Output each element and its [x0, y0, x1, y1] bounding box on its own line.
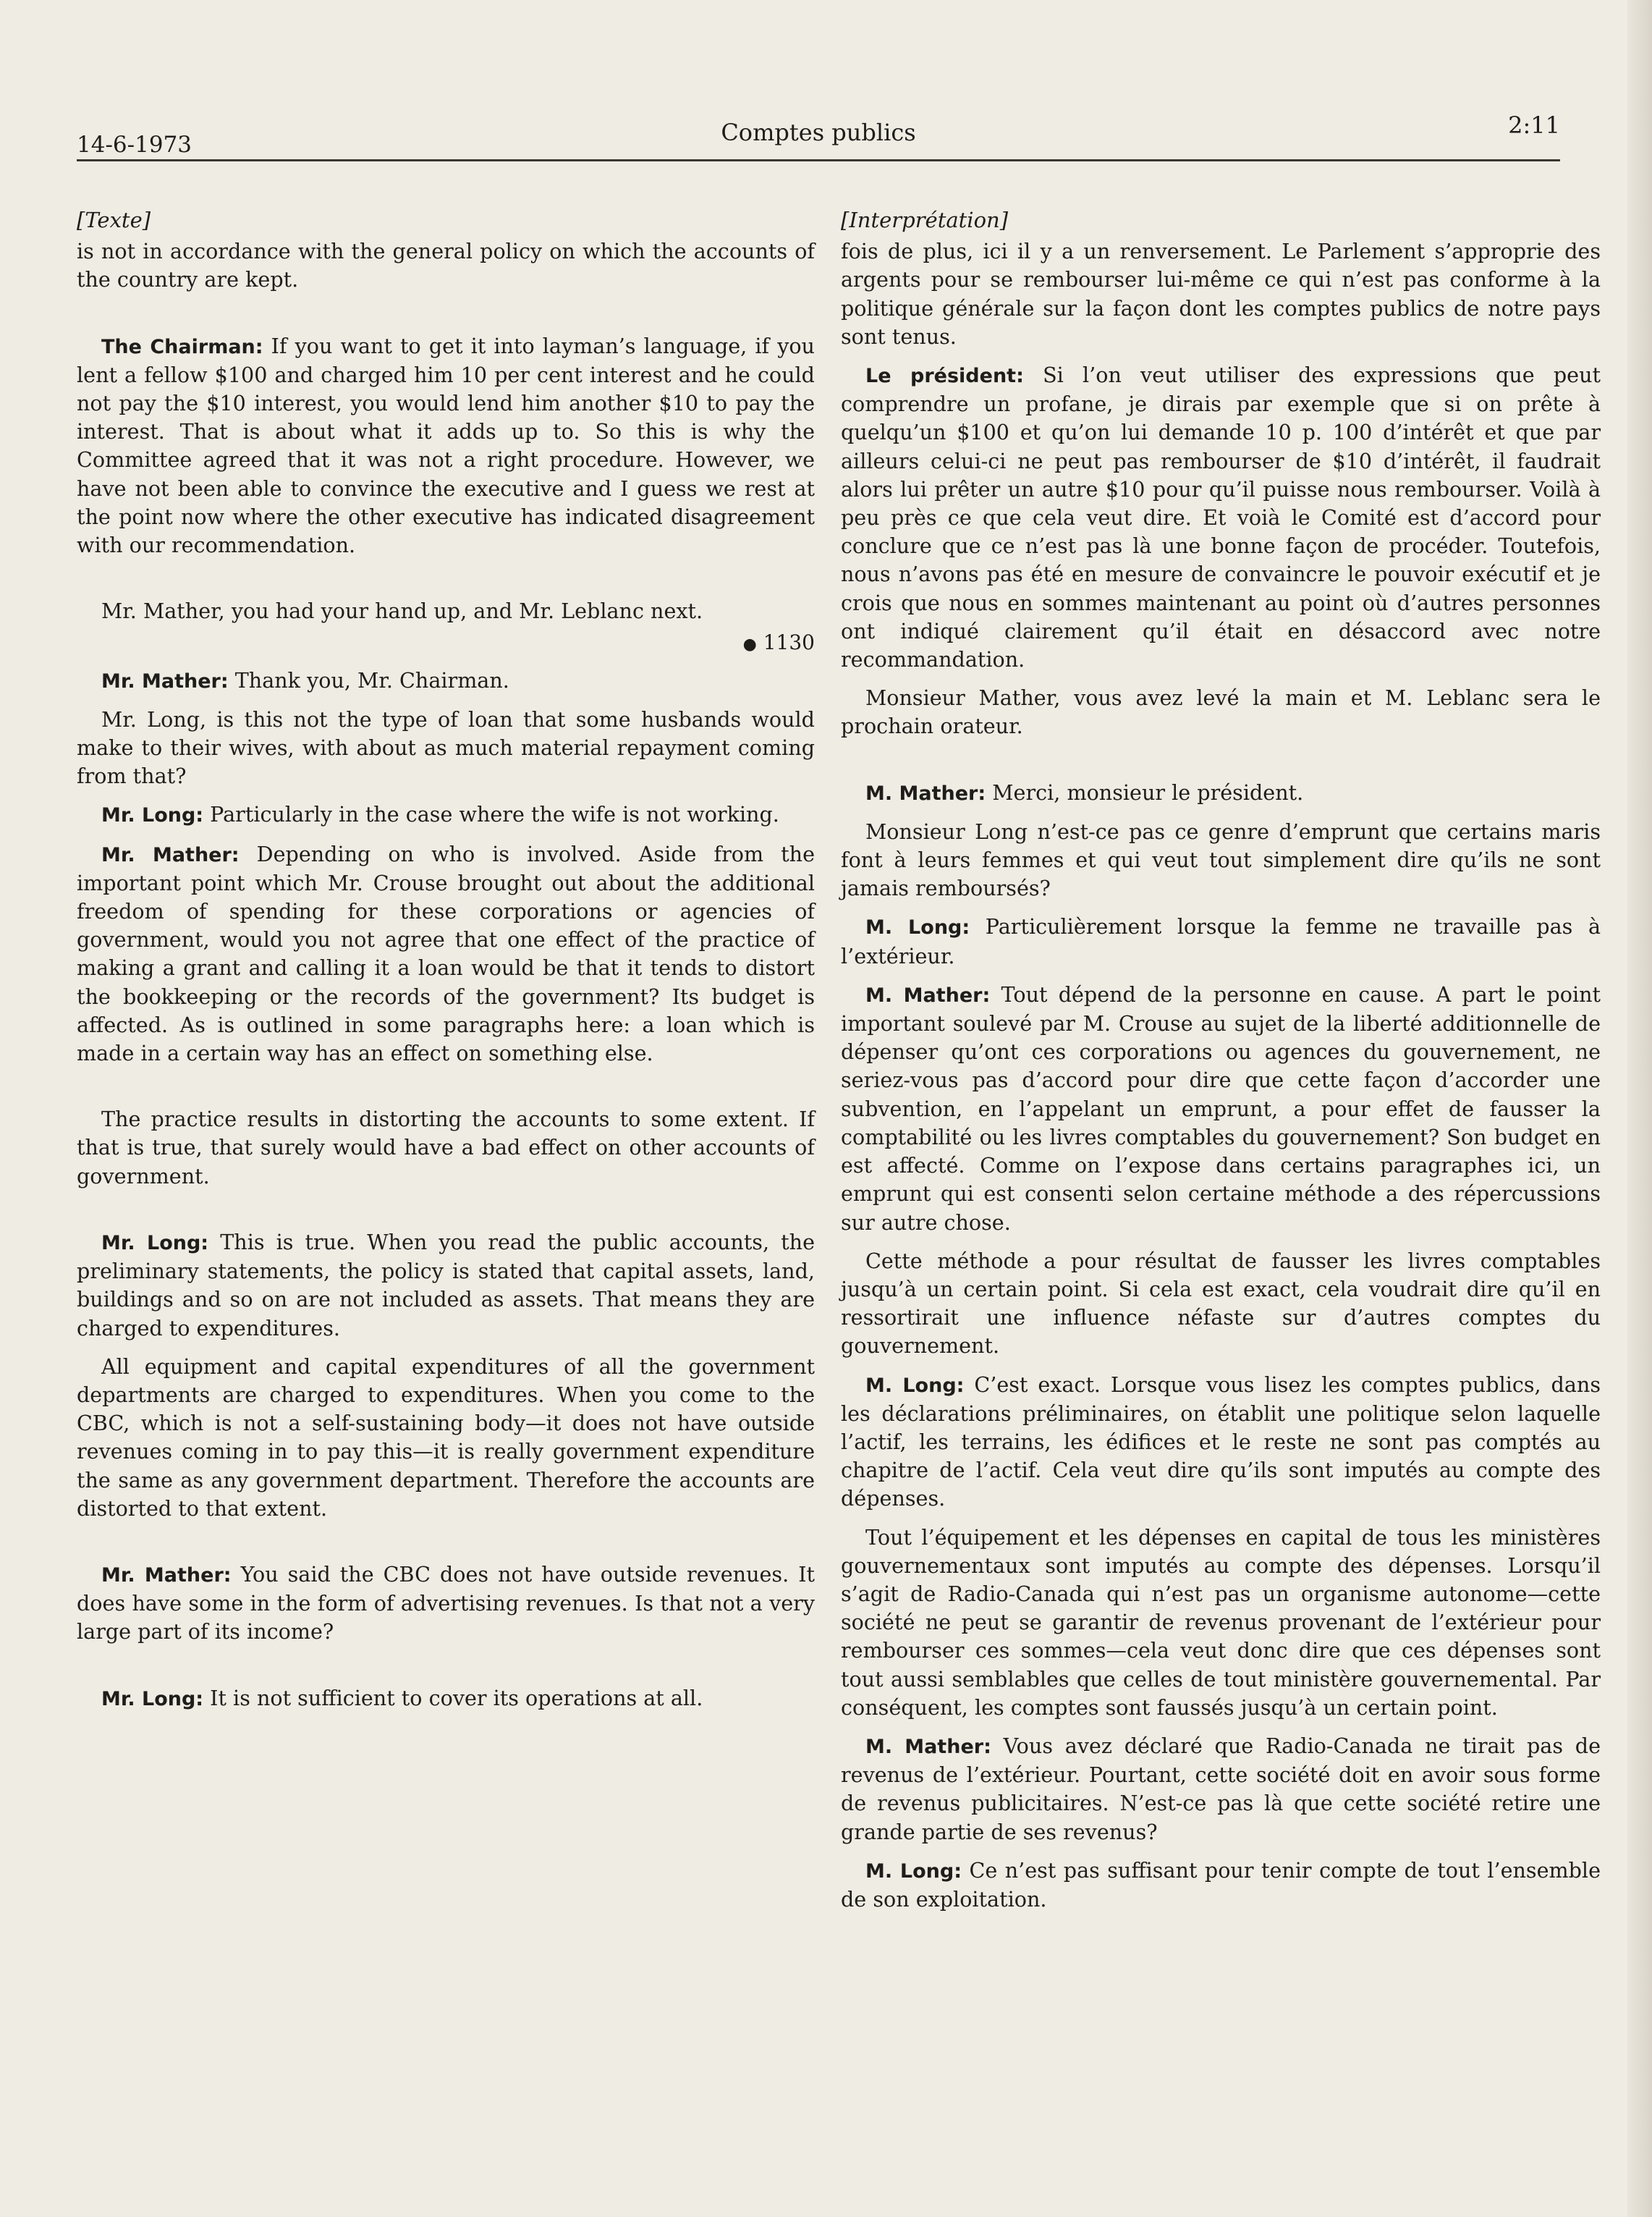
language-tag: [Interprétation] [841, 208, 1009, 232]
paragraph [77, 1684, 815, 1713]
paragraph [841, 1857, 1601, 1914]
paragraph [841, 684, 1601, 740]
paragraph-text: Depending on who is involved. Aside from the important point which Mr. Crouse brought out about the additional freedom of spending for these corporations or agencies of government, would you not agree that one effect of the practice of making a grant and calling it a loan would be that it tends to distort the bookkeeping or the records of the government? Its budget is affected. As is outlined in some paragraphs here: a loan which is made in a certain way has an effect on something else. [77, 841, 815, 1066]
speaker-label: Mr. Long: [101, 804, 204, 827]
speaker-label: Le président: [865, 365, 1024, 388]
paragraph [841, 1247, 1601, 1361]
paragraph [841, 237, 1601, 351]
paragraph-text: Tout dépend de la personne en cause. A part le point important soulevé par M. Crouse au sujet de la liberté additionnelle de dépenser qu’ont ces corporations ou agences du gouvernement, ne seriez-vous pas d’accord pour dire que cette façon d’accorder une subvention, en l’appelant un emprunt, a pour effet de fausser la comptabilité ou les livres comptables du gouvernement? Son budget en est affecté. Comme on l’expose dans certains paragraphes ici, un emprunt qui est consenti selon certaine méthode a des répercussions sur autre chose. [841, 981, 1601, 1235]
paragraph [77, 667, 815, 696]
paragraph [841, 913, 1601, 970]
speaker-label: Mr. Long: [101, 1231, 209, 1254]
header-date: 14-6-1973 [77, 132, 192, 158]
speaker-label: M. Mather: [865, 984, 991, 1007]
paragraph-text: Monsieur Long n’est-ce pas ce genre d’emprunt que certains maris font à leurs femmes et qui veut tout simplement dire qu’ils ne sont jamais remboursés? [841, 819, 1601, 901]
paragraph-text: Cette méthode a pour résultat de fausser les livres comptables jusqu’à un certain point. Si cela est exact, cela voudrait dire qu’il en ressortirait une influence néfaste sur d’autres comptes du gouvernement. [841, 1248, 1601, 1359]
speaker-label: The Chairman: [101, 335, 263, 358]
paragraph [841, 1732, 1601, 1846]
page-header [77, 111, 1560, 161]
bullet-icon: ● [742, 635, 757, 654]
paragraph [77, 801, 815, 829]
paragraph-text: Thank you, Mr. Chairman. [228, 667, 509, 693]
time-marker [77, 628, 815, 659]
paragraph-text: It is not sufficient to cover its operations at all. [203, 1685, 703, 1710]
paragraph [77, 840, 815, 1068]
paragraph [841, 981, 1601, 1237]
paragraph [77, 332, 815, 560]
header-title: Comptes publics [721, 119, 916, 146]
paragraph [77, 597, 815, 625]
speaker-label: M. Long: [865, 916, 970, 939]
french-column [841, 206, 1601, 1924]
paragraph-text: is not in accordance with the general policy on which the accounts of the country are kept. [77, 239, 815, 292]
paragraph-text: Mr. Mather, you had your hand up, and Mr. Leblanc next. [101, 599, 703, 624]
speaker-label: Mr. Mather: [101, 670, 229, 693]
paragraph-text: C’est exact. Lorsque vous lisez les comptes publics, dans les déclarations préliminaires, on établit une politique selon laquelle l’actif, les terrains, les édifices et le reste ne sont pas comptés au chapitre de l’actif. Cela veut dire qu’ils sont imputés au compte des dépenses. [841, 1372, 1601, 1511]
paragraph [841, 1524, 1601, 1722]
speaker-label: M. Mather: [865, 1735, 991, 1758]
paragraph [841, 361, 1601, 674]
paragraph [77, 237, 815, 294]
paragraph-text: All equipment and capital expenditures of all the government departments are charged to expenditures. When you come to the CBC, which is not a self-sustaining body—it does not have outside revenues coming in to pay this—it is really government expenditure the same as any government department. Therefore the accounts are distorted to that extent. [77, 1354, 815, 1521]
speaker-label: Mr. Mather: [101, 1563, 232, 1587]
speaker-label: M. Long: [865, 1859, 962, 1883]
header-page-number: 2:11 [1508, 111, 1560, 139]
paragraph [77, 1353, 815, 1523]
time-marker-value: 1130 [763, 630, 815, 655]
paragraph-text: Merci, monsieur le président. [986, 780, 1304, 805]
page-edge [1627, 0, 1652, 2217]
paragraph [77, 706, 815, 791]
speaker-label: Mr. Mather: [101, 843, 240, 866]
paragraph [841, 779, 1601, 808]
paragraph-text: Particularly in the case where the wife is not working. [203, 802, 779, 827]
paragraph-text: Mr. Long, is this not the type of loan that some husbands would make to their wives, with about as much material repayment coming from that? [77, 706, 815, 789]
paragraph-text: Monsieur Mather, vous avez levé la main et M. Leblanc sera le prochain orateur. [841, 685, 1601, 739]
paragraph [77, 1105, 815, 1191]
language-tag: [Texte] [77, 208, 151, 232]
english-column [77, 206, 815, 1723]
paragraph [77, 1561, 815, 1647]
paragraph [841, 818, 1601, 903]
paragraph-text: Vous avez déclaré que Radio-Canada ne tirait pas de revenus de l’extérieur. Pourtant, cette société doit en avoir sous forme de revenus publicitaires. N’est-ce pas là que cette société retire une grande partie de ses revenus? [841, 1733, 1601, 1844]
paragraph-text: You said the CBC does not have outside revenues. It does have some in the form of advertising revenues. Is that not a very large part of its income? [77, 1561, 815, 1644]
paragraph [841, 1371, 1601, 1513]
speaker-label: M. Long: [865, 1374, 965, 1397]
paragraph-text: If you want to get it into layman’s language, if you lent a fellow $100 and charged him 10 per cent interest and he could not pay the $10 interest, you would lend him another $10 to pay the interest. That is about what it adds up to. So this is why the Committee agreed that it was not a right procedure. However, we have not been able to convince the executive and I guess we rest at the point now where the other executive has indicated disagreement with our recommendation. [77, 333, 815, 558]
paragraph-text: This is true. When you read the public accounts, the preliminary statements, the policy is stated that capital assets, land, buildings and so on are not included as assets. That means they are charged to expenditures. [77, 1229, 815, 1340]
paragraph-text: The practice results in distorting the accounts to some extent. If that is true, that surely would have a bad effect on other accounts of government. [77, 1107, 815, 1188]
paragraph-text: Tout l’équipement et les dépenses en capital de tous les ministères gouvernementaux sont imputés au compte des dépenses. Lorsqu’il s’agit de Radio-Canada qui n’est pas un organisme autonome—cette société ne peut se garantir de revenus provenant de l’extérieur pour rembourser ces sommes—cela veut donc dire que ces dépenses sont tout aussi semblables que celles de tout ministère gouvernemental. Par conséquent, les comptes sont faussés jusqu’à un certain point. [841, 1524, 1601, 1720]
paragraph-text: Particulièrement lorsque la femme ne travaille pas à l’extérieur. [841, 914, 1601, 968]
paragraph-text: Ce n’est pas suffisant pour tenir compte de tout l’ensemble de son exploitation. [841, 1857, 1601, 1912]
paragraph-text: Si l’on veut utiliser des expressions que peut comprendre un profane, je dirais par exemple que si on prête à quelqu’un $100 et qu’on lui demande 10 p. 100 d’intérêt et que par ailleurs celui-ci ne peut pas rembourser de $10 d’intérêt, il faudrait alors lui prêter un autre $10 pour qu’il puisse nous rembourser. Voilà à peu près ce que cela veut dire. Et voià le Comité est d’accord pour conclure que ce n’est pas là une bonne façon de procéder. Toutefois, nous n’avons pas été en mesure de convaincre le pouvoir exécutif et je crois que nous en sommes maintenant au point où d’autres personnes ont indiqué clairement qu’il était en désaccord avec notre recommandation. [841, 363, 1601, 672]
speaker-label: M. Mather: [865, 782, 986, 805]
paragraph-text: fois de plus, ici il y a un renversement. Le Parlement s’approprie des argents pour se rembourser lui-même ce qui n’est pas conforme à la politique générale sur la façon dont les comptes publics de notre pays sont tenus. [841, 239, 1601, 349]
speaker-label: Mr. Long: [101, 1687, 204, 1710]
paragraph [77, 1228, 815, 1343]
